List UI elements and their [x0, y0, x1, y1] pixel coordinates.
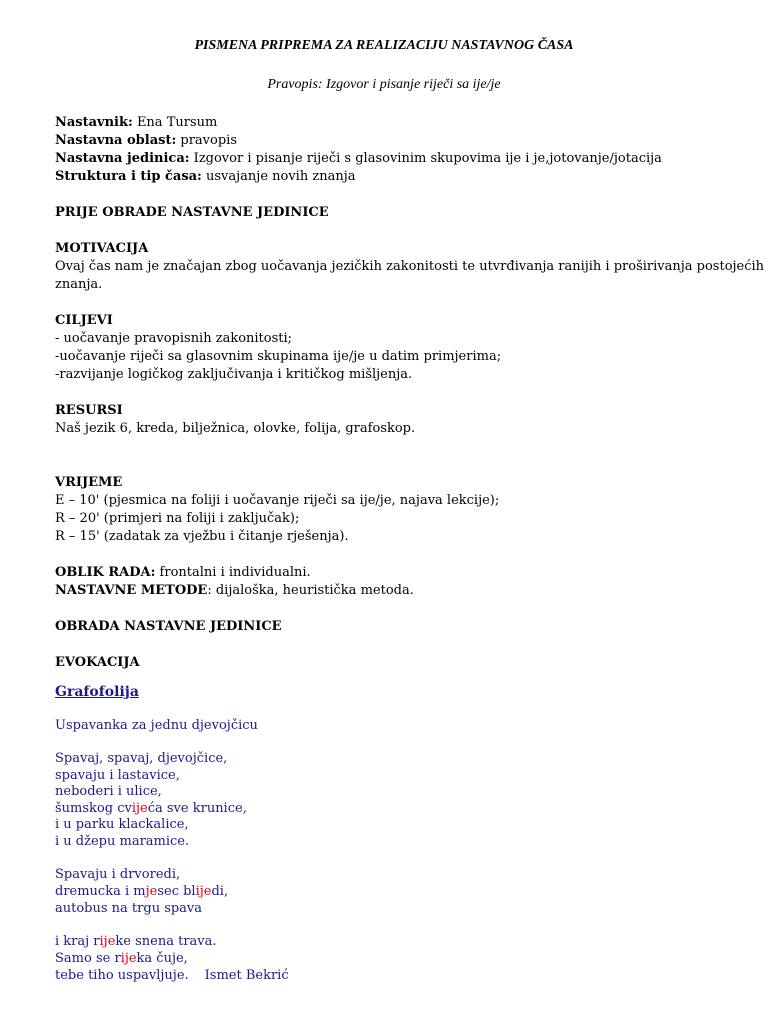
poem-line: [55, 883, 228, 900]
methods-label: NASTAVNE METODE: [55, 583, 208, 598]
poem-text: ća sve krunice,: [147, 801, 247, 816]
structure-value: usvajanje novih znanja: [201, 169, 356, 184]
before-heading: PRIJE OBRADE NASTAVNE JEDINICE: [55, 205, 329, 220]
poem-text: ke snena trava.: [115, 934, 217, 949]
document-subtitle: Pravopis: Izgovor i pisanje riječi sa ije/je: [267, 77, 501, 92]
area-line: [55, 132, 237, 149]
highlight-ije: ije: [99, 934, 116, 949]
poem-text: i kraj r: [55, 934, 100, 949]
structure-label: Struktura i tip časa:: [55, 169, 202, 184]
poem-title: Uspavanka za jednu djevojčicu: [55, 718, 258, 733]
highlight-ije: ije: [131, 801, 148, 816]
document-title: PISMENA PRIPREMA ZA REALIZACIJU NASTAVNOG ČASA: [194, 38, 574, 53]
time-heading: VRIJEME: [55, 475, 123, 490]
poem-text: šumskog cv: [55, 801, 132, 816]
time-item: E – 10' (pjesmica na foliji i uočavanje riječi sa ije/je, najava lekcije);: [55, 493, 500, 508]
highlight-je: je: [145, 884, 158, 899]
poem-line: i u parku klackalice,: [55, 817, 189, 832]
poem-text: di,: [211, 884, 229, 899]
unit-value: Izgovor i pisanje riječi s glasovinim skupovima ije i je,jotovanje/jotacija: [189, 151, 662, 166]
unit-label: Nastavna jedinica:: [55, 151, 190, 166]
methods-value: : dijaloška, heuristička metoda.: [207, 583, 414, 598]
poem-text: Samo se r: [55, 951, 121, 966]
teacher-label: Nastavnik:: [55, 115, 133, 130]
time-item: R – 20' (primjeri na foliji i zaključak);: [55, 511, 300, 526]
evocation-heading: EVOKACIJA: [55, 655, 140, 670]
time-item: R – 15' (zadatak za vježbu i čitanje rješenja).: [55, 529, 349, 544]
poem-author: Ismet Bekrić: [204, 968, 289, 983]
poem-line: neboderi i ulice,: [55, 784, 162, 799]
motivation-text-1: Ovaj čas nam je značajan zbog uočavanja jezičkih zakonitosti te utvrđivanja ranijih i proširivanja postojećih: [55, 259, 765, 274]
processing-heading: OBRADA NASTAVNE JEDINICE: [55, 619, 282, 634]
poem-line: Spavaju i drvoredi,: [55, 867, 181, 882]
poem-line: [55, 933, 217, 950]
goal-item: -razvijanje logičkog zaključivanja i kritičkog mišljenja.: [55, 367, 413, 382]
poem-line: [55, 950, 188, 967]
poem-line: Spavaj, spavaj, djevojčice,: [55, 751, 228, 766]
grafofolija-link[interactable]: Grafofolija: [55, 684, 139, 700]
resources-text: Naš jezik 6, kreda, bilježnica, olovke, folija, grafoskop.: [55, 421, 416, 436]
resources-heading: RESURSI: [55, 403, 123, 418]
motivation-text-2: znanja.: [55, 277, 103, 292]
motivation-heading: MOTIVACIJA: [55, 241, 149, 256]
methods-line: [55, 582, 414, 599]
goal-item: -uočavanje riječi sa glasovnim skupinama ije/je u datim primjerima;: [55, 349, 502, 364]
unit-line: [55, 150, 662, 167]
poem-line: [55, 800, 247, 817]
area-value: pravopis: [176, 133, 238, 148]
work-form-line: [55, 564, 311, 581]
highlight-ije: ije: [120, 951, 137, 966]
goals-heading: CILJEVI: [55, 313, 113, 328]
area-label: Nastavna oblast:: [55, 133, 177, 148]
structure-line: [55, 168, 355, 185]
work-form-label: OBLIK RADA:: [55, 565, 156, 580]
poem-text: tebe tiho uspavljuje.: [55, 968, 189, 983]
poem-text: ka čuje,: [136, 951, 188, 966]
poem-line: autobus na trgu spava: [55, 901, 203, 916]
highlight-ije: ije: [195, 884, 212, 899]
poem-text: sec bl: [157, 884, 196, 899]
poem-line: spavaju i lastavice,: [55, 768, 180, 783]
poem-line: i u džepu maramice.: [55, 834, 190, 849]
poem-last-line: [55, 967, 289, 984]
goal-item: - uočavanje pravopisnih zakonitosti;: [55, 331, 293, 346]
work-form-value: frontalni i individualni.: [155, 565, 311, 580]
teacher-line: [55, 114, 217, 131]
teacher-value: Ena Tursum: [132, 115, 218, 130]
poem-text: dremucka i m: [55, 884, 146, 899]
